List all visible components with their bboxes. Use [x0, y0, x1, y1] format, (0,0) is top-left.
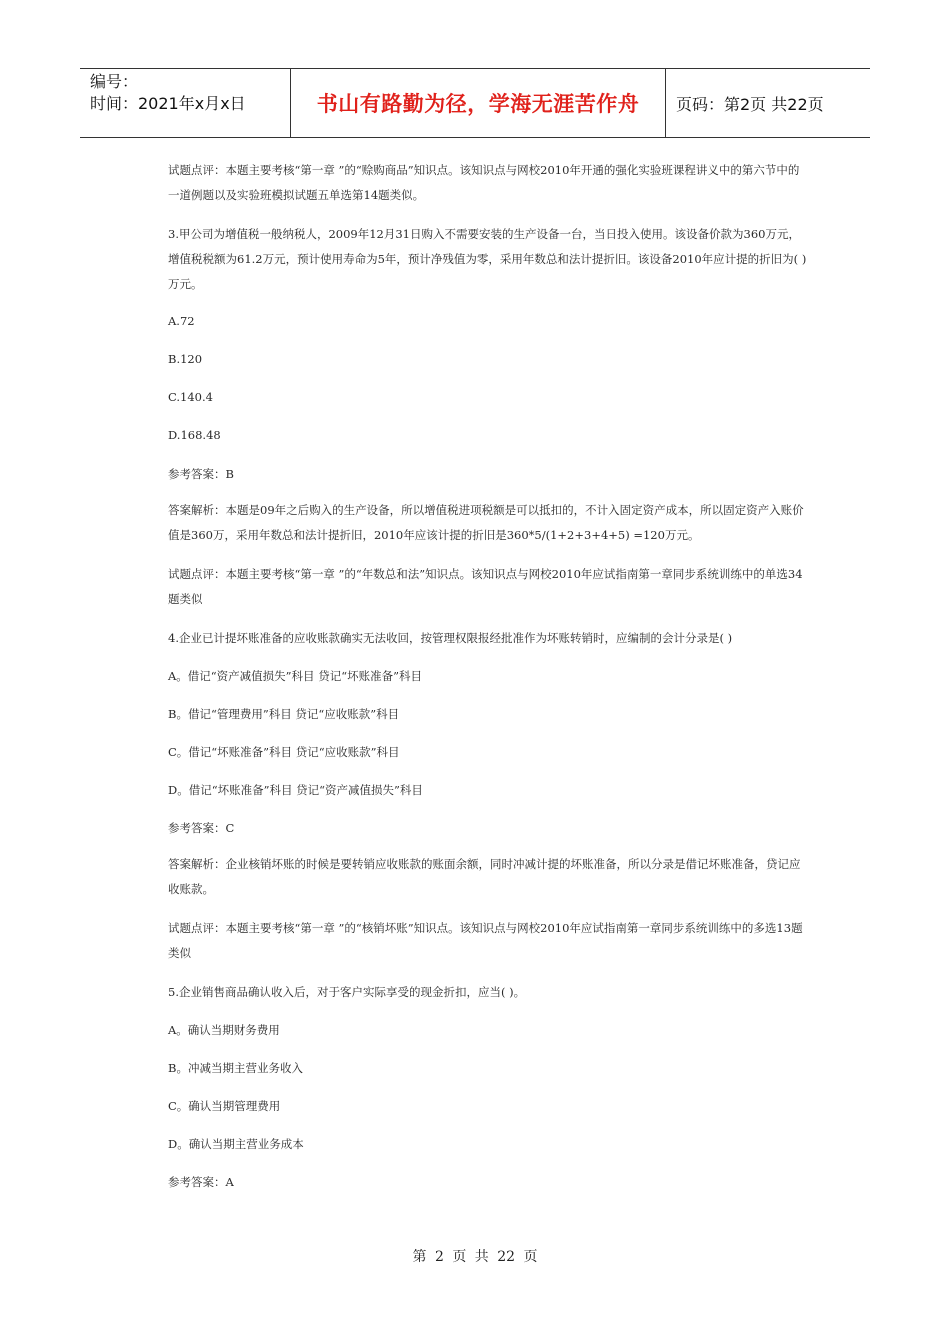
q3-stem: 3.甲公司为增值税一般纳税人，2009年12月31日购入不需要安装的生产设备一台，当日投入使用。该设备价款为360万元，增值税税额为61.2万元，预计使用寿命为5年，预计净残值为零，采用年数总和法计提折旧。该设备2010年应计提的折旧为( )万元。: [168, 227, 807, 291]
header-motto: 书山有路勤为径，学海无涯苦作舟: [291, 69, 666, 137]
doc-number-label: 编号：: [90, 72, 139, 91]
q4-answer: 参考答案：C: [168, 821, 235, 835]
q5-answer: 参考答案：A: [168, 1175, 234, 1189]
q4-review: 试题点评：本题主要考核“第一章 ”的“核销坏账”知识点。该知识点与网校2010年应试指南第一章同步系统训练中的多选13题类似: [168, 921, 803, 960]
q4-option-c: C。借记“坏账准备”科目 贷记“应收账款”科目: [168, 745, 400, 759]
q4-option-b: B。借记“管理费用”科目 贷记“应收账款”科目: [168, 707, 400, 721]
footer-page-number: 2: [434, 1249, 444, 1265]
q3-review: 试题点评：本题主要考核“第一章 ”的“年数总和法”知识点。该知识点与网校2010年应试指南第一章同步系统训练中的单选34题类似: [168, 567, 803, 606]
footer-ye: 页: [452, 1249, 467, 1265]
q5-stem: 5.企业销售商品确认收入后，对于客户实际享受的现金折扣，应当( )。: [168, 985, 526, 999]
page-footer: [0, 1246, 950, 1266]
footer-ye2: 页: [523, 1249, 538, 1265]
footer-gong: 共: [474, 1249, 489, 1265]
q3-option-b: B.120: [168, 352, 203, 366]
q4-option-a: A。借记“资产减值损失”科目 贷记“坏账准备”科目: [168, 669, 422, 683]
q4-option-d: D。借记“坏账准备”科目 贷记“资产减值损失”科目: [168, 783, 423, 797]
doc-time-label: 时间：2021年x月x日: [90, 94, 246, 113]
q5-option-d: D。确认当期主营业务成本: [168, 1137, 304, 1151]
q4-stem: 4.企业已计提坏账准备的应收账款确实无法收回，按管理权限报经批准作为坏账转销时，应编制的会计分录是( ): [168, 631, 733, 645]
q3-answer: 参考答案：B: [168, 467, 234, 481]
footer-di: 第: [412, 1249, 427, 1265]
q3-option-c: C.140.4: [168, 390, 213, 404]
q5-option-a: A。确认当期财务费用: [168, 1023, 280, 1037]
header-page-info: 页码：第2页 共22页: [676, 94, 824, 114]
q5-option-c: C。确认当期管理费用: [168, 1099, 281, 1113]
page-header: [80, 68, 870, 138]
footer-total-pages: 22: [497, 1249, 516, 1265]
q4-explanation: 答案解析：企业核销坏账的时候是要转销应收账款的账面余额，同时冲减计提的坏账准备，所以分录是借记坏账准备，贷记应收账款。: [168, 857, 801, 896]
header-meta: [80, 69, 291, 137]
q5-option-b: B。冲减当期主营业务收入: [168, 1061, 303, 1075]
q2-review: 试题点评：本题主要考核“第一章 ”的“赊购商品”知识点。该知识点与网校2010年开通的强化实验班课程讲义中的第六节中的一道例题以及实验班模拟试题五单选第14题类似。: [168, 163, 800, 202]
q3-option-a: A.72: [168, 314, 195, 328]
q3-explanation: 答案解析：本题是09年之后购入的生产设备，所以增值税进项税额是可以抵扣的，不计入固定资产成本，所以固定资产入账价值是360万，采用年数总和法计提折旧，2010年应该计提的折旧是360*5/(1+2+3+4+5) =120万元。: [168, 503, 804, 542]
q3-option-d: D.168.48: [168, 428, 221, 442]
